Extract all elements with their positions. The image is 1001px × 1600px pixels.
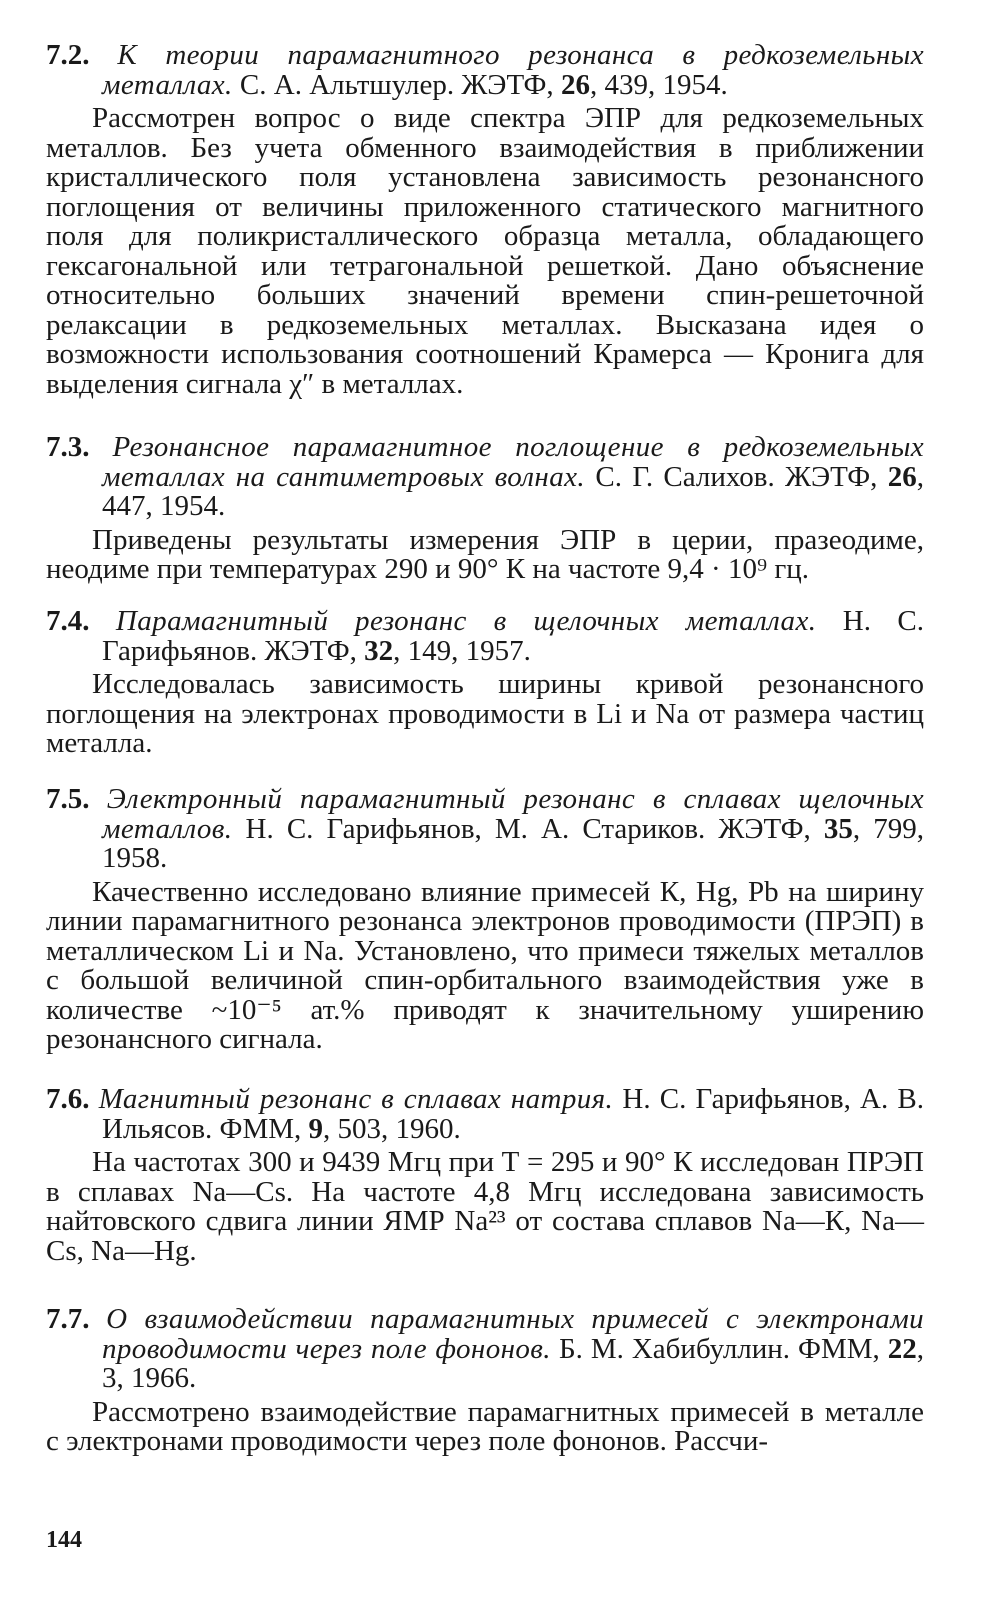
- bibliography-entry: [46, 785, 924, 1055]
- entry-abstract: Качественно исследовано влияние примесей К, Hg, Pb на ширину линии парамагнитного резонанса электронов проводимости (ПРЭП) в металлическом Li и Na. Установлено, что примеси тяжелых металлов с большой величиной спин-орбитального взаимодействия уже в количестве ~10⁻⁵ ат.% приводят к значительному уширению резонансного сигнала.: [46, 875, 924, 1055]
- bibliography-entry: [46, 41, 924, 399]
- entry-heading: [46, 785, 924, 874]
- page-number: 144: [46, 1527, 82, 1553]
- entry-title: Парамагнитный резонанс в щелочных металлах.: [115, 605, 817, 637]
- entry-title: Резонансное парамагнитное поглощение в редкоземельных металлах на сантиметровых волнах.: [102, 431, 925, 493]
- entry-abstract: Приведены результаты измерения ЭПР в церии, празеодиме, неодиме при температурах 290 и 90° К на частоте 9,4 · 10⁹ гц.: [46, 523, 924, 585]
- entry-abstract: Рассмотрено взаимодействие парамагнитных примесей в металле с электронами проводимости через поле фононов. Рассчи-: [46, 1395, 924, 1457]
- entry-authors: Б. М. Хабибуллин. ФММ,: [558, 1332, 880, 1365]
- entry-title: Магнитный резонанс в сплавах натрия.: [98, 1083, 614, 1115]
- entry-pages: , 3, 1966.: [102, 1332, 925, 1394]
- entry-title: О взаимодействии парамагнитных примесей с электронами проводимости через поле фононов.: [102, 1303, 925, 1365]
- entry-heading: [46, 41, 924, 100]
- entry-volume: 32: [364, 634, 394, 667]
- entry-volume: 26: [560, 68, 590, 101]
- entry-abstract: На частотах 300 и 9439 Мгц при Т = 295 и 90° К исследован ПРЭП в сплавах Na—Cs. На частоте 4,8 Мгц исследована зависимость найтовского сдвига линии ЯМР Na²³ от состава сплавов Na—К, Na—Cs, Na—Hg.: [46, 1146, 924, 1267]
- entry-number: 7.7.: [46, 1303, 90, 1335]
- entry-volume: 26: [887, 460, 917, 493]
- entry-title: Электронный парамагнитный резонанс в сплавах щелочных металлов.: [102, 783, 925, 845]
- entry-volume: 9: [308, 1112, 324, 1145]
- entry-number: 7.4.: [46, 605, 90, 637]
- bibliography-entry: [46, 1305, 924, 1457]
- entry-pages: , 447, 1954.: [102, 460, 925, 522]
- bibliography-entry: [46, 607, 924, 759]
- entry-pages: , 799, 1958.: [102, 812, 925, 874]
- entry-heading: [46, 433, 924, 522]
- entry-number: 7.2.: [46, 39, 90, 71]
- entry-authors: Н. С. Гарифьянов. ЖЭТФ,: [102, 605, 924, 667]
- entry-heading: [46, 607, 924, 666]
- entry-title: К теории парамагнитного резонанса в редкоземельных металлах.: [102, 39, 924, 101]
- entry-heading: [46, 1305, 924, 1394]
- entry-number: 7.3.: [46, 431, 90, 463]
- entry-abstract: Исследовалась зависимость ширины кривой резонансного поглощения на электронах проводимости в Li и Na от размера частиц металла.: [46, 668, 924, 759]
- bibliography-entry: [46, 1085, 924, 1266]
- bibliography-entry: [46, 433, 924, 585]
- entry-volume: 35: [823, 812, 853, 845]
- entry-volume: 22: [887, 1332, 917, 1365]
- entry-authors: С. А. Альтшулер. ЖЭТФ,: [239, 68, 554, 101]
- entry-number: 7.5.: [46, 783, 90, 815]
- entry-authors: Н. С. Гарифьянов, А. В. Ильясов. ФММ,: [102, 1083, 924, 1145]
- entry-number: 7.6.: [46, 1083, 90, 1115]
- entry-pages: , 503, 1960.: [323, 1112, 461, 1145]
- entry-pages: , 149, 1957.: [393, 634, 531, 667]
- entry-pages: , 439, 1954.: [589, 68, 728, 101]
- entry-authors: Н. С. Гарифьянов, М. А. Стариков. ЖЭТФ,: [245, 812, 811, 845]
- entry-heading: [46, 1085, 924, 1144]
- entry-authors: С. Г. Салихов. ЖЭТФ,: [595, 460, 878, 493]
- entry-abstract: Рассмотрен вопрос о виде спектра ЭПР для редкоземельных металлов. Без учета обменного взаимодействия в приближении кристаллического поля установлена зависимость резонансного поглощения от величины приложенного статического магнитного поля для поликристаллического образца металла, обладающего гексагональной или тетрагональной решеткой. Дано объяснение относительно больших значений времени спин-решеточной релаксации в редкоземельных металлах. Высказана идея о возможности использования соотношений Крамерса — Кронига для выделения сигнала χ″ в металлах.: [46, 102, 924, 400]
